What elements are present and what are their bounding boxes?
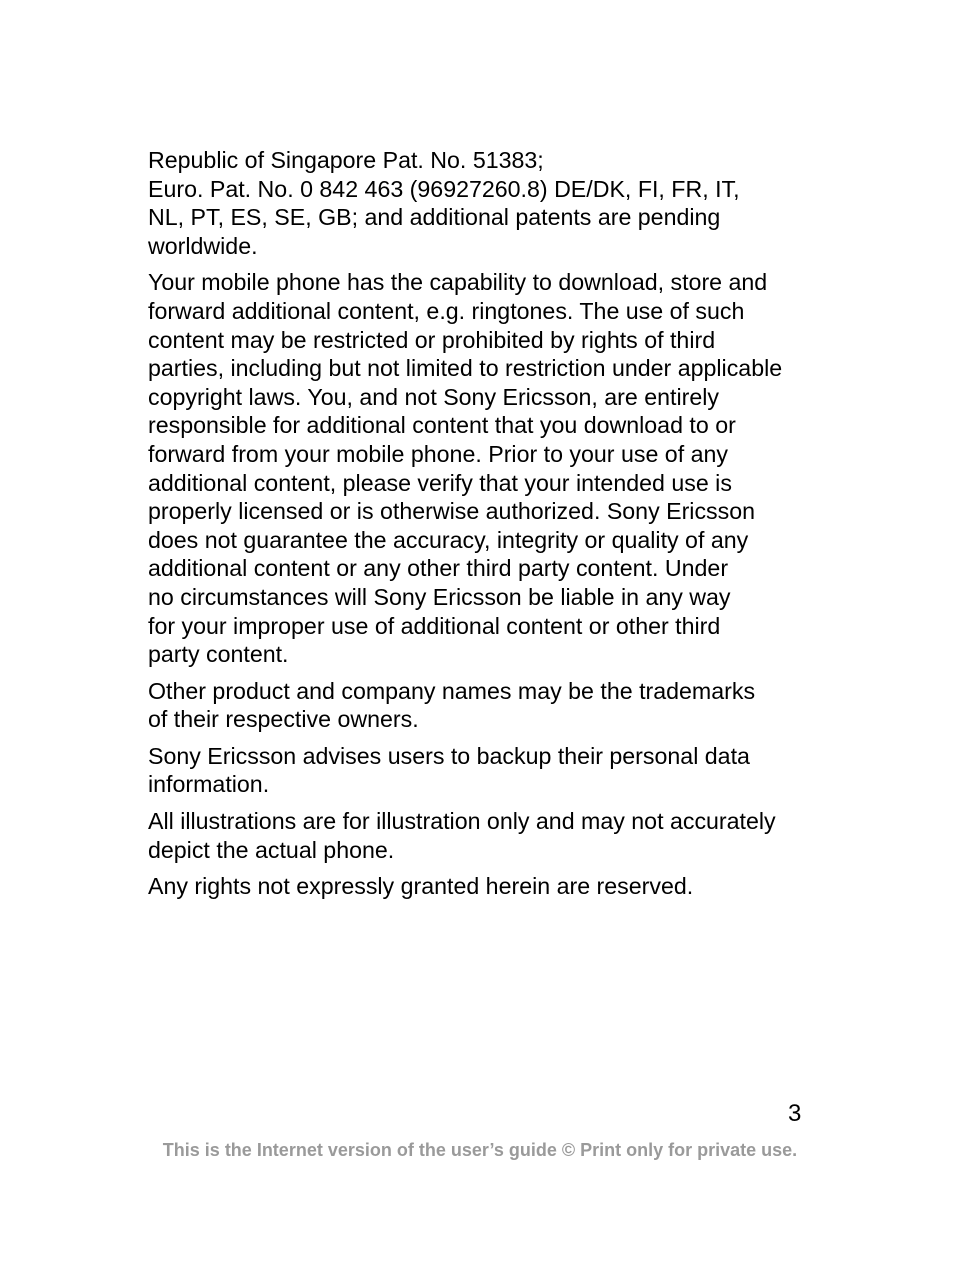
trademarks-paragraph (148, 677, 808, 734)
text-line: party content. (148, 641, 289, 668)
footer-text: This is the Internet version of the user’s guide © Print only for private use. (162, 1140, 798, 1160)
text-line: for your improper use of additional content or other third (148, 612, 721, 639)
content-rights-paragraph (148, 268, 808, 668)
text-line: additional content or any other third party content. Under (148, 555, 729, 582)
text-line: responsible for additional content that you download to or (148, 412, 736, 439)
text-line: worldwide. (148, 232, 258, 259)
rights-reserved-paragraph (148, 872, 808, 901)
text-line: Sony Ericsson advises users to backup their personal data (148, 742, 750, 769)
text-line: information. (148, 771, 270, 798)
backup-paragraph (148, 742, 808, 799)
illustrations-paragraph (148, 807, 808, 864)
page-content (148, 146, 808, 909)
text-line: additional content, please verify that your intended use is (148, 469, 732, 496)
text-line: forward from your mobile phone. Prior to your use of any (148, 440, 728, 467)
text-line: no circumstances will Sony Ericsson be liable in any way (148, 583, 731, 610)
footer-note (0, 1138, 954, 1162)
text-line: Any rights not expressly granted herein are reserved. (148, 873, 694, 900)
text-line: of their respective owners. (148, 706, 419, 733)
text-line: properly licensed or is otherwise authorized. Sony Ericsson (148, 498, 756, 525)
text-line: forward additional content, e.g. ringtones. The use of such (148, 297, 745, 324)
text-line: parties, including but not limited to restriction under applicable (148, 355, 783, 382)
text-line: does not guarantee the accuracy, integrity or quality of any (148, 526, 749, 553)
text-line: copyright laws. You, and not Sony Ericsson, are entirely (148, 383, 719, 410)
patent-paragraph (148, 146, 808, 260)
text-line: depict the actual phone. (148, 836, 395, 863)
text-line: content may be restricted or prohibited by rights of third (148, 326, 716, 353)
page-number: 3 (788, 1100, 802, 1127)
text-line: NL, PT, ES, SE, GB; and additional patents are pending (148, 204, 721, 231)
text-line: Your mobile phone has the capability to download, store and (148, 269, 768, 296)
text-line: Other product and company names may be the trademarks (148, 677, 756, 704)
text-line: Euro. Pat. No. 0 842 463 (96927260.8) DE/DK, FI, FR, IT, (148, 175, 740, 202)
text-line: Republic of Singapore Pat. No. 51383; (148, 147, 544, 173)
text-line: All illustrations are for illustration only and may not accurately (148, 808, 776, 835)
